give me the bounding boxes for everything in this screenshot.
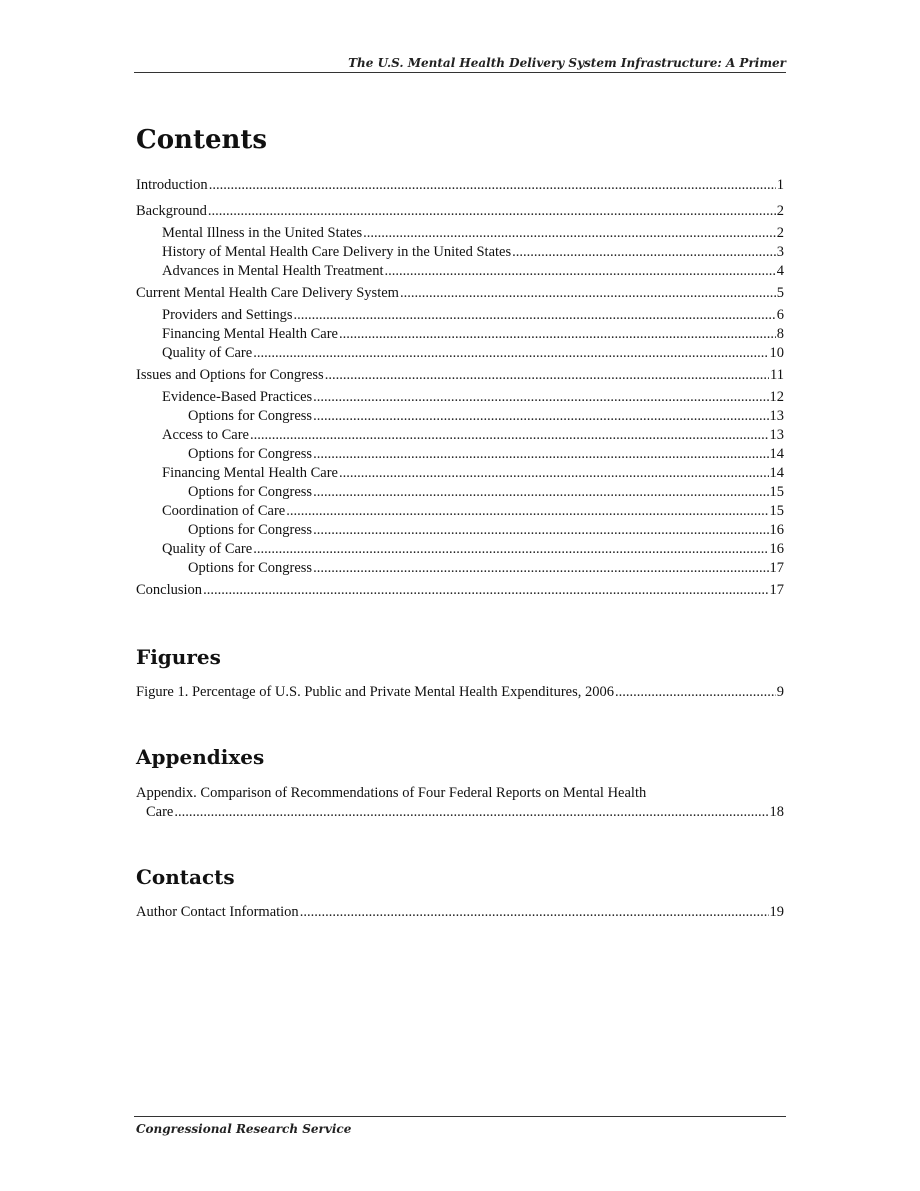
toc-entry-options-2[interactable] bbox=[136, 445, 784, 464]
dot-leader bbox=[325, 366, 769, 385]
toc-entry-title: Coordination of Care bbox=[162, 503, 286, 519]
contents-heading: Contents bbox=[136, 125, 268, 155]
dot-leader bbox=[250, 426, 769, 445]
toc-entry-providers[interactable] bbox=[136, 306, 784, 325]
dot-leader bbox=[313, 388, 768, 407]
figures-heading: Figures bbox=[136, 645, 221, 669]
toc-entry-options-5[interactable] bbox=[136, 559, 784, 578]
toc-entry-title: Options for Congress bbox=[188, 446, 313, 462]
toc-entry-title: Options for Congress bbox=[188, 522, 313, 538]
toc-entry-title: Conclusion bbox=[136, 582, 203, 598]
toc-entry-page: 16 bbox=[769, 522, 784, 538]
toc-entry-page: 2 bbox=[776, 203, 784, 219]
toc-entry-title: History of Mental Health Care Delivery in the United States bbox=[162, 244, 512, 260]
appendix-entry-page: 18 bbox=[769, 804, 784, 820]
toc-entry-page: 12 bbox=[769, 389, 784, 405]
appendixes-heading: Appendixes bbox=[136, 745, 265, 769]
toc-entry-title: Options for Congress bbox=[188, 484, 313, 500]
toc-entry-title: Financing Mental Health Care bbox=[162, 326, 338, 342]
appendix-entry-title-line1: Appendix. Comparison of Recommendations of Four Federal Reports on Mental Health bbox=[136, 785, 647, 801]
dot-leader bbox=[615, 683, 776, 702]
dot-leader bbox=[313, 407, 768, 426]
toc-entry-page: 15 bbox=[769, 484, 784, 500]
running-header: The U.S. Mental Health Delivery System Infrastructure: A Primer bbox=[348, 56, 786, 70]
toc-entry-financing[interactable] bbox=[136, 325, 784, 344]
toc-entry-title: Background bbox=[136, 203, 207, 219]
contact-entry-page: 19 bbox=[769, 904, 784, 920]
toc-entry-page: 14 bbox=[769, 446, 784, 462]
dot-leader bbox=[313, 521, 768, 540]
dot-leader bbox=[174, 803, 768, 822]
appendix-entry[interactable] bbox=[136, 784, 784, 822]
toc-entry-quality[interactable] bbox=[136, 344, 784, 363]
toc-entry-page: 5 bbox=[776, 285, 784, 301]
toc-entry-title: Issues and Options for Congress bbox=[136, 367, 324, 383]
dot-leader bbox=[339, 464, 769, 483]
list-of-contacts bbox=[136, 903, 784, 925]
toc-entry-title: Options for Congress bbox=[188, 408, 313, 424]
toc-entry-advances[interactable] bbox=[136, 262, 784, 281]
toc-entry-financing-2[interactable] bbox=[136, 464, 784, 483]
toc-entry-conclusion[interactable] bbox=[136, 581, 784, 600]
toc-entry-page: 2 bbox=[776, 225, 784, 241]
figure-entry-1[interactable] bbox=[136, 683, 784, 702]
footer-rule bbox=[134, 1116, 786, 1117]
toc-entry-page: 17 bbox=[769, 582, 784, 598]
dot-leader bbox=[286, 502, 768, 521]
dot-leader bbox=[253, 540, 768, 559]
toc-entry-access[interactable] bbox=[136, 426, 784, 445]
figure-entry-page: 9 bbox=[776, 684, 784, 700]
toc-entry-options-1[interactable] bbox=[136, 407, 784, 426]
toc-entry-title: Advances in Mental Health Treatment bbox=[162, 263, 384, 279]
toc-entry-page: 3 bbox=[776, 244, 784, 260]
table-of-contents bbox=[136, 176, 784, 606]
toc-entry-background[interactable] bbox=[136, 202, 784, 221]
toc-entry-page: 13 bbox=[769, 427, 784, 443]
contacts-heading: Contacts bbox=[136, 865, 235, 889]
toc-entry-issues-options[interactable] bbox=[136, 366, 784, 385]
toc-entry-mental-illness[interactable] bbox=[136, 224, 784, 243]
dot-leader bbox=[339, 325, 776, 344]
toc-entry-current-system[interactable] bbox=[136, 284, 784, 303]
toc-entry-coordination[interactable] bbox=[136, 502, 784, 521]
appendix-entry-line2 bbox=[136, 803, 784, 822]
dot-leader bbox=[209, 176, 776, 195]
contact-entry[interactable] bbox=[136, 903, 784, 922]
toc-entry-page: 1 bbox=[776, 177, 784, 193]
toc-entry-page: 8 bbox=[776, 326, 784, 342]
toc-entry-title: Quality of Care bbox=[162, 541, 253, 557]
dot-leader bbox=[313, 483, 768, 502]
dot-leader bbox=[294, 306, 776, 325]
toc-entry-options-4[interactable] bbox=[136, 521, 784, 540]
header-rule bbox=[134, 72, 786, 73]
toc-entry-page: 6 bbox=[776, 307, 784, 323]
toc-entry-history[interactable] bbox=[136, 243, 784, 262]
appendix-entry-title-line2: Care bbox=[146, 804, 174, 820]
dot-leader bbox=[203, 581, 768, 600]
toc-entry-title: Evidence-Based Practices bbox=[162, 389, 313, 405]
dot-leader bbox=[313, 445, 768, 464]
dot-leader bbox=[363, 224, 776, 243]
toc-entry-options-3[interactable] bbox=[136, 483, 784, 502]
toc-entry-page: 13 bbox=[769, 408, 784, 424]
footer-publisher: Congressional Research Service bbox=[136, 1122, 352, 1136]
toc-entry-page: 15 bbox=[769, 503, 784, 519]
dot-leader bbox=[512, 243, 776, 262]
toc-entry-page: 4 bbox=[776, 263, 784, 279]
toc-entry-page: 14 bbox=[769, 465, 784, 481]
toc-entry-quality-2[interactable] bbox=[136, 540, 784, 559]
list-of-appendixes bbox=[136, 784, 784, 824]
toc-entry-title: Financing Mental Health Care bbox=[162, 465, 338, 481]
dot-leader bbox=[253, 344, 768, 363]
dot-leader bbox=[313, 559, 768, 578]
figure-entry-title: Figure 1. Percentage of U.S. Public and Private Mental Health Expenditures, 2006 bbox=[136, 684, 614, 700]
toc-entry-title: Providers and Settings bbox=[162, 307, 293, 323]
toc-entry-page: 10 bbox=[769, 345, 784, 361]
contact-entry-title: Author Contact Information bbox=[136, 904, 299, 920]
toc-entry-evidence-based[interactable] bbox=[136, 388, 784, 407]
toc-entry-title: Options for Congress bbox=[188, 560, 313, 576]
toc-entry-page: 11 bbox=[770, 367, 784, 383]
dot-leader bbox=[208, 202, 776, 221]
toc-entry-title: Access to Care bbox=[162, 427, 249, 443]
toc-entry-introduction[interactable] bbox=[136, 176, 784, 195]
toc-entry-title: Current Mental Health Care Delivery System bbox=[136, 285, 399, 301]
list-of-figures bbox=[136, 683, 784, 705]
dot-leader bbox=[384, 262, 775, 281]
toc-entry-title: Quality of Care bbox=[162, 345, 253, 361]
toc-entry-page: 17 bbox=[769, 560, 784, 576]
dot-leader bbox=[400, 284, 776, 303]
toc-entry-title: Mental Illness in the United States bbox=[162, 225, 363, 241]
toc-entry-page: 16 bbox=[769, 541, 784, 557]
toc-entry-title: Introduction bbox=[136, 177, 208, 193]
dot-leader bbox=[300, 903, 769, 922]
